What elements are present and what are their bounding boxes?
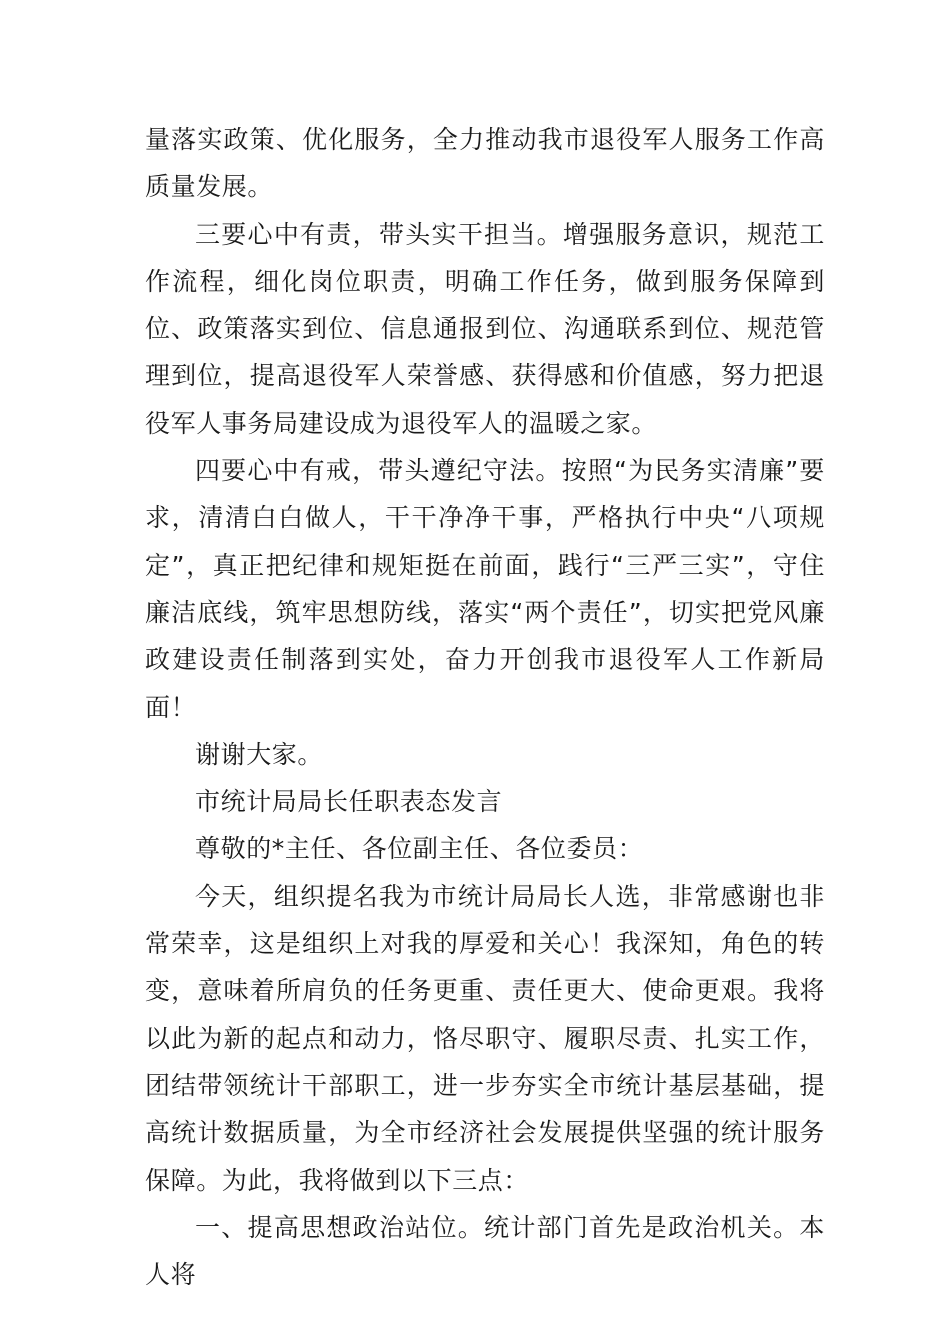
speech-title: 市统计局局长任职表态发言 [195,787,503,817]
paragraph-point-three: 三要心中有责，带头实干担当。增强服务意识，规范工作流程，细化岗位职责，明确工作任务，做到服务保障到位、政策落实到位、信息通报到位、沟通联系到位、规范管理到位，提高退役军人荣誉感、获得感和价值感，努力把退役军人事务局建设成为退役军人的温暖之家。 [145,219,825,438]
paragraph-intro: 今天，组织提名我为市统计局局长人选，非常感谢也非常荣幸，这是组织上对我的厚爱和关心！我深知，角色的转变，意味着所肩负的任务更重、责任更大、使命更艰。我将以此为新的起点和动力，恪尽职守、履职尽责、扎实工作，团结带领统计干部职工，进一步夯实全市统计基层基础，提高统计数据质量，为全市经济社会发展提供坚强的统计服务保障。为此，我将做到以下三点： [145,881,825,1195]
salutation: 尊敬的*主任、各位副主任、各位委员： [195,834,644,864]
paragraph-continuation: 量落实政策、优化服务，全力推动我市退役军人服务工作高质量发展。 [145,125,825,202]
paragraph-point-four: 四要心中有戒，带头遵纪守法。按照“为民务实清廉”要求，清清白白做人，干干净净干事，严格执行中央“八项规定”，真正把纪律和规矩挺在前面，践行“三严三实”，守住廉洁底线，筑牢思想防线，落实“两个责任”，切实把党风廉政建设责任制落到实处，奋力开创我市退役军人工作新局面！ [145,456,825,722]
paragraph-point-one: 一、提高思想政治站位。统计部门首先是政治机关。本人将 [145,1212,825,1290]
paragraph-thanks: 谢谢大家。 [195,739,324,769]
document-body [145,116,825,1298]
